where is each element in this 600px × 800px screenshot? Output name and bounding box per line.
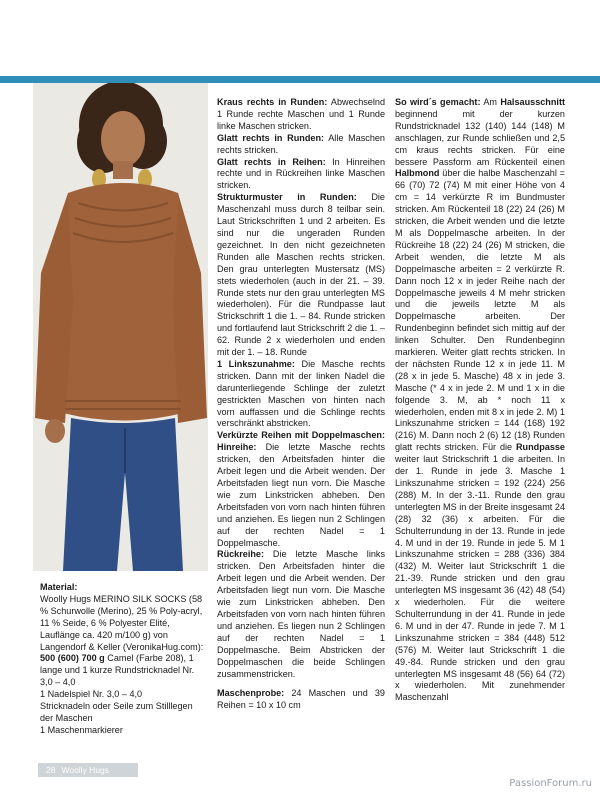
paragraph-so-wirds: [395, 97, 565, 704]
heading-zunahme: 1 Linkszunahme:: [217, 358, 295, 369]
text-rueckreihe: Die letzte Masche links stricken. Den Arbeitsfaden hinter die Arbeit legen und die Arbeit wenden. Der Arbeitsfaden liegt nun vorn. Die Masche wie zum Linkstricken abheben. Den Arbeitsfaden von vorn nach hinten führen und anziehen. Es liegen nun 2 Schlingen auf der rechten Nadel = 1 Doppelmasche. Beim Abstricken der Doppelmaschen die beide Schlingen zusammenstricken.: [217, 549, 385, 679]
paragraph-rueckreihe: [217, 549, 385, 680]
paragraph-struktur: [217, 192, 385, 359]
instructions-column-middle: [217, 97, 385, 712]
paragraph-glatt-reihen: [217, 157, 385, 193]
heading-verkuerzte: Verkürzte Reihen mit Doppelmaschen: Hinreihe:: [217, 430, 385, 453]
material-marker: 1 Maschenmarkierer: [40, 724, 123, 735]
text-kraus: Abwechselnd 1 Runde rechte Maschen und 1 Runde linke Maschen stricken.: [217, 97, 385, 131]
material-block: [40, 582, 208, 737]
heading-struktur: Strukturmuster in Runden:: [217, 192, 357, 203]
heading-glatt-reihen: Glatt rechts in Reihen:: [217, 156, 326, 167]
paragraph-glatt-runden: [217, 133, 385, 157]
text-maschenprobe: 24 Maschen und 39 Reihen = 10 x 10 cm: [217, 688, 385, 711]
material-desc-text: Woolly Hugs MERINO SILK SOCKS (58 % Schurwolle (Merino), 25 % Poly-acryl, 11 % Seide, 6 % Polyester Elité, Lauflänge ca. 420 m/100 g) von Langendorf & Keller (VeronikaHug.com):: [40, 593, 204, 652]
heading-rueckreihe: Rückreihe:: [217, 549, 265, 560]
watermark: PassionForum.ru: [509, 778, 592, 789]
text-so-wirds-b: beginnend mit der kurzen Rundstricknadel 132 (140) 144 (148) M anschlagen, zur Runde schließen und 2,5 cm kraus rechts stricken. Für eine bessere Passform am Rückenteil einen: [395, 108, 565, 167]
paragraph-verkuerzte: [217, 430, 385, 549]
text-verkuerzte: Die letzte Masche rechts stricken, den Arbeitsfaden hinter die Arbeit legen und die Arbeit wenden. Der Arbeitsfaden liegt nun vorn. Die Masche wie zum Linkstricken abheben. Den Arbeitsfaden von vorn nach hinten führen und anziehen. Es liegen nun 2 Schlingen auf der rechten Nadel = 1 Doppelmasche.: [217, 442, 385, 548]
model-illustration: [33, 83, 208, 571]
top-white-band: [0, 0, 600, 76]
page-number: 28: [46, 765, 56, 775]
model-photo: [33, 83, 208, 571]
text-glatt-reihen: In Hinreihen rechte und in Rückreihen linke Maschen stricken.: [217, 156, 385, 191]
text-zunahme: Die Masche rechts stricken. Dann mit der linken Nadel die darunterliegende Schlinge der zuletzt gestrickten Maschen von hinten nach vorn auffassen und die Schlinge rechts verschränkt abstricken.: [217, 358, 385, 429]
material-holders: Stricknadeln oder Seile zum Stilllegen der Maschen: [40, 701, 193, 723]
material-color-text: Camel (Farbe 208), 1 lange und 1 kurze Rundstricknadel Nr. 3,0 – 4,0: [40, 653, 195, 688]
instructions-column-right: [395, 97, 565, 704]
material-amount: 500 (600) 700 g: [40, 653, 105, 664]
text-struktur: Die Maschenzahl muss durch 8 teilbar sein. Laut Strickschriften 1 und 2 arbeiten. Es sind nur die ungeraden Runden gezeichnet. In den nicht gezeichneten Runden alle Maschen rechts stricken. Den grau unterlegten Mustersatz (MS) stets wiederholen (auch in der 21. – 39. Runde stets nur den grau unterlegten MS wiederholen). Für die Rundpasse laut Strickschrift 1 die 1. – 84. Runde stricken und fortlaufend laut Strickschrift 2 die 1. – 62. Runde 2 x wiederholen und enden mit der 1. – 18. Runde: [217, 192, 385, 358]
text-so-wirds-d: weiter laut Strickschrift 1 die arbeiten. In der 1. Runde in jede 3. Masche 1 Linkszunahme stricken = 192 (224) 256 (288) M. In der 3.-11. Runde den grau unterlegten MS in der Breite insgesamt 24 (28) 32 (36) x arbeiten. Für die Schulterrundung in der 13. Runde in jede 4. M und in der 19. Runde in jede 5. M 1 Linkszunahme stricken = 288 (336) 384 (432) M. Weiter laut Strickschrift 1 die 21.-39. Runde stricken und den grau unterlegten MS insgesamt 36 (42) 48 (54) x wiederholen. Für die weitere Schulterrundung in der 41. Runde in jede 6. M und in der 47. Runde in jede 7. M 1 Linkszunahme stricken = 384 (448) 512 (576) M. Weiter laut Strickschrift 1 die 49.-84. Runde stricken und den grau unterlegten MS insgesamt 48 (56) 64 (72) x wiederholen. Mit zunehmender Maschenzahl: [395, 454, 565, 703]
paragraph-zunahme: [217, 359, 385, 430]
page-footer: [38, 763, 138, 777]
text-so-wirds-a: Am: [480, 97, 501, 107]
text-so-wirds-c: über die halbe Maschenzahl = 66 (70) 72 (74) M mit einer Höhe von 4 cm = 14 verkürzte R im Bundmuster stricken. Am Rückenteil 18 (22) 24 (26) M stricken, die Arbeit wenden und die letzte M als Doppelmasche arbeiten. In der Rückreihe 18 (22) 24 (26) M stricken, die Arbeit wenden, die letzte M als Doppelmasche arbeiten = 2 verkürzte R. Dann noch 12 x in jeder Reihe nach der Doppelmasche jeweils 4 M mehr stricken und die jeweils letzte M als Doppelmasche arbeiten. Der Rundenbeginn befindet sich mittig auf der linken Schulter. Den Rundenbeginn markieren. Weiter glatt rechts stricken. In der nächsten Runde 12 x in jede 11. M (28 x in jede 5. Masche) 48 x in jede 3. Masche (* 4 x in jede 2. M und 1 x in die folgende 3. M, ab * noch 11 x wiederholen, enden mit 8 x in jede 2. M) 1 Linkszunahme stricken = 144 (168) 192 (216) M. Dann noch 2 (6) 12 (18) Runden glatt rechts stricken. Für die: [395, 168, 565, 453]
heading-halbmond: Halbmond: [395, 168, 440, 179]
material-needles: 1 Nadelspiel Nr. 3,0 – 4,0: [40, 689, 143, 700]
paragraph-kraus: [217, 97, 385, 133]
material-heading: Material:: [40, 582, 78, 592]
heading-so-wirds: So wird´s gemacht:: [395, 97, 481, 107]
heading-maschenprobe: Maschenprobe:: [217, 688, 285, 699]
footer-brand: Woolly Hugs: [61, 765, 110, 775]
paragraph-maschenprobe: [217, 688, 385, 712]
heading-kraus: Kraus rechts in Runden:: [217, 97, 328, 107]
text-glatt-runden: Alle Maschen rechts stricken.: [217, 132, 385, 155]
heading-halsausschnitt: Halsausschnitt: [500, 97, 565, 107]
heading-glatt-runden: Glatt rechts in Runden:: [217, 132, 325, 143]
header-stripe: [0, 76, 600, 83]
heading-rundpasse: Rundpasse: [515, 442, 565, 453]
material-description: [40, 594, 208, 689]
